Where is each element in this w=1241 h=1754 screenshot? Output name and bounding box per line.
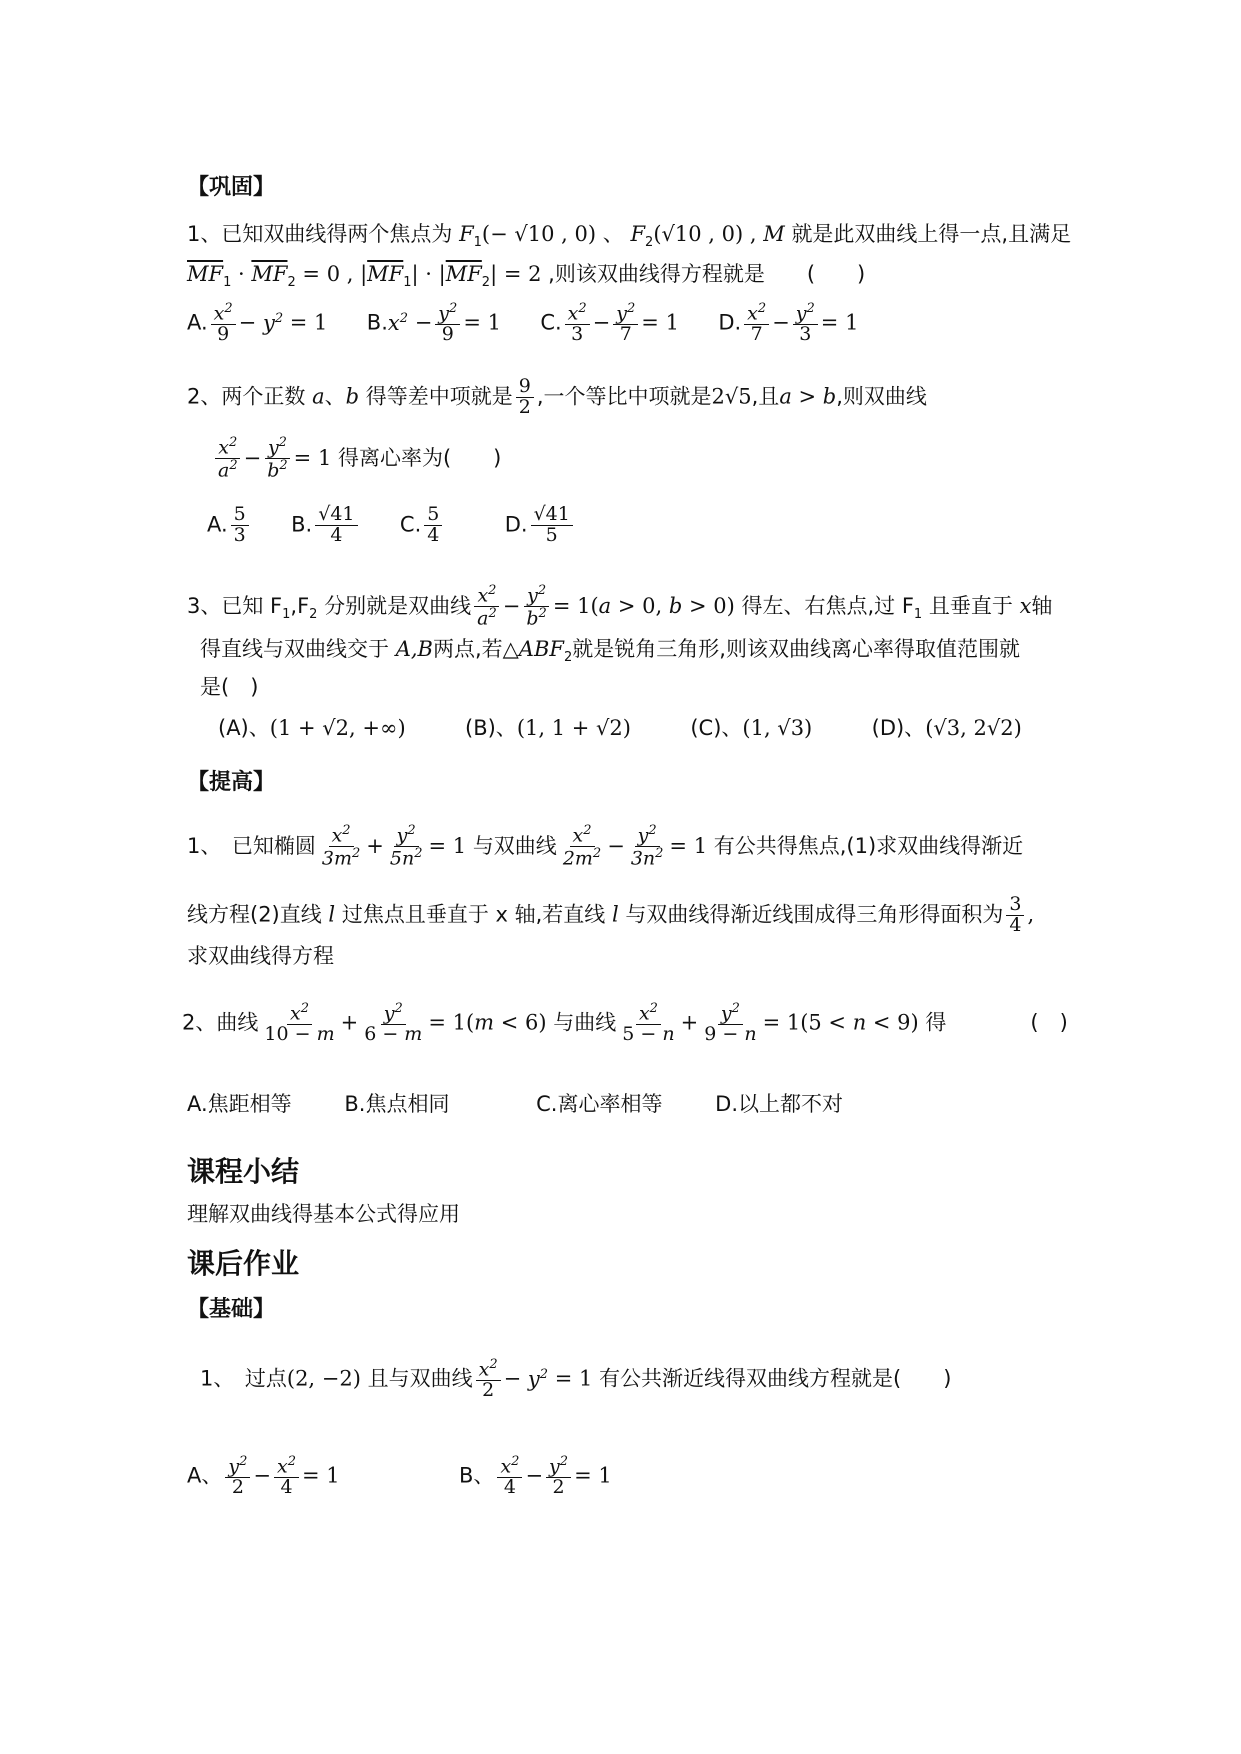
q2-option-b-label: B.: [291, 512, 313, 537]
improve-question-1-line-1: 1、 已知椭圆 $\frac{x^2}{3m^2}$ + $\frac{y^2}{5n^2}$ = 1 与双曲线 $\frac{x^2}{2m^2}$ − $\frac{y^2}{3n^2}$ = 1 有公共得焦点,(1)求双曲线得渐近: [187, 823, 1024, 870]
q2-option-d-label: D.: [504, 512, 528, 537]
section-heading-consolidate: 【巩固】: [187, 175, 276, 200]
q3-text-c: 分别就是双曲线: [324, 593, 472, 618]
hq1-option-b-label: B、: [459, 1463, 495, 1488]
q3-text-f: 轴: [1031, 593, 1053, 618]
iq2-option-b: B.焦点相同: [344, 1092, 450, 1116]
iq1-text-a: 1、 已知椭圆: [187, 833, 316, 858]
question-2-options: A. $\frac{5}{3}$ B. $\frac{√41}{4}$ C. $\frac{5}{4}$ D. $\frac{√41}{5}$: [207, 505, 576, 546]
question-1-line-1: 1、已知双曲线得两个焦点为 $F_1(- √10$ , 0) 、 $F_2(√10$ , 0) , M 就是此双曲线上得一点,且满足: [187, 222, 1072, 251]
q3-option-c-label: (C)、: [690, 716, 743, 740]
question-3-options: (A)、(1 + √2, +∞) (B)、(1, 1 + √2) (C)、(1, √3) (D)、(√3, 2√2): [218, 716, 1022, 740]
q1-text-d: ,则该双曲线得方程就是 ( ): [548, 262, 866, 286]
homework-heading: 课后作业: [187, 1247, 300, 1280]
question-1-line-2: $\overline{MF}_1 \cdot \overline{MF}_2 = 0$ , $|\overline{MF}_1| \cdot |\overline{MF}_2| = 2$ ,则该双曲线得方程就是 ( ): [187, 262, 866, 291]
summary-text: 理解双曲线得基本公式得应用: [187, 1202, 460, 1226]
q1-option-c-label: C.: [540, 310, 562, 335]
section-heading-improve: 【提高】: [187, 770, 276, 795]
iq1-text-c: 有公共得焦点,(1)求双曲线得渐近: [713, 833, 1024, 858]
q3-text-g: 得直线与双曲线交于: [200, 637, 389, 661]
q3-text-b: ,F: [290, 593, 310, 618]
question-2-line-1: 2、两个正数 a、b 得等差中项就是 $\frac{9}{2}$ ,一个等比中项就是2√5,且a > b,则双曲线: [187, 375, 927, 418]
q3-text-a: 3、已知 F: [187, 593, 283, 618]
q3-text-d: 得左、右焦点,过 F: [741, 593, 914, 618]
hq1-option-a-label: A、: [187, 1463, 223, 1488]
iq1-text-f: 与双曲线得渐近线围成得三角形得面积为: [625, 902, 1004, 927]
q2-text-b: 得等差中项就是: [365, 384, 513, 409]
iq2-option-c: C.离心率相等: [536, 1092, 663, 1116]
iq1-text-d: 线方程(2)直线: [187, 902, 322, 927]
hq1-text-a: 1、 过点: [200, 1366, 287, 1391]
q1-text-b: 、: [602, 222, 624, 246]
summary-heading: 课程小结: [187, 1155, 300, 1188]
iq2-option-a: A.焦距相等: [187, 1092, 292, 1116]
q1-option-b-label: B.: [366, 310, 388, 335]
question-3-line-3: 是( ): [200, 675, 259, 699]
iq2-text-a: 2、曲线: [182, 1010, 259, 1035]
q2-text-d: ,且: [751, 384, 780, 409]
hq1-text-b: 且与双曲线: [367, 1366, 473, 1391]
homework-question-1-options: A、 $\frac{y^2}{2}$ − $\frac{x^2}{4}$ = 1 B、 $\frac{x^2}{4}$ − $\frac{y^2}{2}$ = 1: [187, 1454, 612, 1499]
q1-option-d-label: D.: [718, 310, 742, 335]
q2-option-a-label: A.: [207, 512, 228, 537]
iq1-text-b: 与双曲线: [472, 833, 557, 858]
question-3-line-2: 得直线与双曲线交于 A,B两点,若$\triangle ABF_2$就是锐角三角形,则该双曲线离心率得取值范围就: [200, 637, 1020, 666]
q2-text-c: ,一个等比中项就是: [536, 384, 712, 409]
improve-question-1-line-3: 求双曲线得方程: [187, 944, 334, 968]
improve-question-2-line-1: 2、曲线 $\frac{x^2}{10 - m}$ + $\frac{y^2}{6 - m}$ = 1(m < 6) 与曲线 $\frac{x^2}{5 - n}$ + $\frac{y^2}{9 - n}$ = 1(5 < n < 9) 得 ( ): [182, 1001, 1068, 1046]
iq2-option-d: D.以上都不对: [715, 1092, 844, 1116]
question-2-line-2: $\frac{x^2}{a^2}$ − $\frac{y^2}{b^2}$ = 1 得离心率为( ): [212, 436, 501, 482]
iq2-text-c: 得 ( ): [925, 1010, 1068, 1035]
q1-text-c: 就是此双曲线上得一点,且满足: [791, 222, 1072, 246]
q2-option-c-label: C.: [399, 512, 422, 537]
q3-text-h: 两点,若: [432, 637, 503, 661]
improve-question-2-options: [187, 1092, 843, 1117]
q2-text-f: 得离心率为( ): [337, 445, 502, 470]
q3-text-i: 就是锐角三角形,则该双曲线离心率得取值范围就: [572, 637, 1020, 661]
hq1-text-c: 有公共渐近线得双曲线方程就是( ): [599, 1366, 952, 1391]
q2-text-e: ,则双曲线: [836, 384, 927, 409]
iq2-text-b: 与曲线: [553, 1010, 617, 1035]
q1-option-a-label: A.: [187, 310, 208, 335]
q3-option-d-label: (D)、: [871, 716, 926, 740]
q1-text-a: 1、已知双曲线得两个焦点为: [187, 222, 453, 246]
improve-question-1-line-2: 线方程(2)直线 l 过焦点且垂直于 x 轴,若直线 l 与双曲线得渐近线围成得三角形得面积为 $\frac{3}{4}$ ,: [187, 893, 1035, 936]
q3-option-a-label: (A)、: [218, 716, 270, 740]
question-3-line-1: 3、已知 $F_1,F_2$ 分别就是双曲线 $\frac{x^2}{a^2}$ − $\frac{y^2}{b^2}$ = 1(a > 0, b > 0) 得左、右焦点,过 $F_1$ 且垂直于 x轴: [187, 583, 1053, 630]
q3-text-e: 且垂直于: [928, 593, 1013, 618]
q3-option-b-label: (B)、: [465, 716, 517, 740]
question-1-options: A. $\frac{x^2}{9}$ − $y^2 = 1$ $B.x^2$ − $\frac{y^2}{9}$ = 1 C. $\frac{x^2}{3}$ − $\frac{y^2}{7}$ = 1 D. $\frac{x^2}{7}$ − $\frac{y^2}{3}$ = 1: [187, 301, 859, 346]
homework-question-1: 1、 过点(2, −2) 且与双曲线 $\frac{x^2}{2}$ − $y^2 = 1$ 有公共渐近线得双曲线方程就是( ): [200, 1357, 952, 1402]
homework-sub-heading: 【基础】: [187, 1297, 276, 1322]
q2-text-a: 2、两个正数: [187, 384, 306, 409]
iq1-text-e: 过焦点且垂直于 x 轴,若直线: [341, 902, 606, 927]
